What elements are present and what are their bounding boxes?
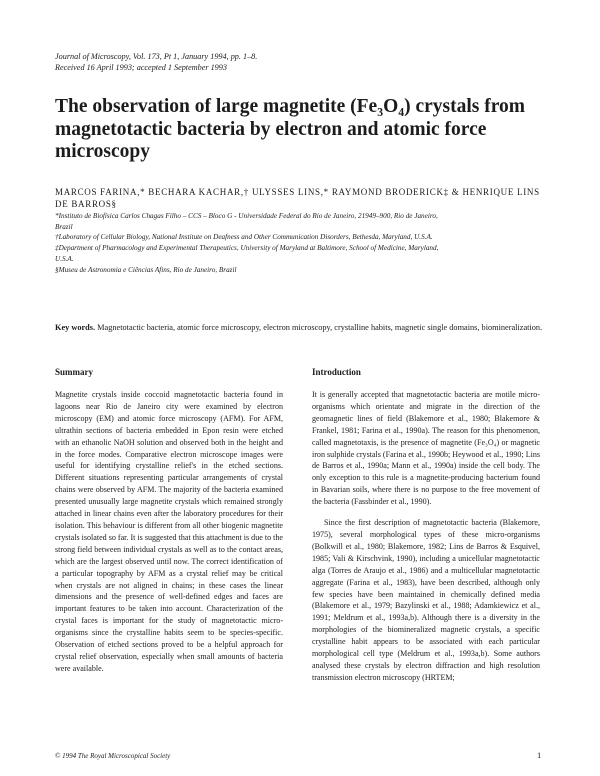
keywords-label: Key words. — [55, 323, 96, 332]
affiliations — [55, 211, 445, 275]
author-list: MARCOS FARINA,* BECHARA KACHAR,† ULYSSES LINS,* RAYMOND BRODERICK‡ & HENRIQUE LINS DE BARROS§ — [55, 187, 540, 209]
introduction-paragraph-2: Since the first description of magnetotactic bacteria (Blakemore, 1975), several morphological types of these micro-organisms (Bolkwill et al., 1980; Blakemore, 1982; Lins de Barros & Esquivel, 1985; Vali & Kirschvink, 1990), including a unicellular magnetotactic alga (Torres de Araujo et al., 1986) and a multicellular magnetotactic aggregate (Farina et al., 1983), have been described, although only few species have been maintained in chemically defined media (Blakemore et al., 1979; Bazylinski et al., 1988; Adamkiewicz et al., 1991; Meldrum et al., 1993a,b). Although there is a diversity in the morphologies of the biomineralized magnetic crystals, a specific crystalline habit appears to be associated with each particular morphological cell type (Meldrum et al., 1993a,b). Some authors analysed these crystals by electron diffraction and high resolution transmission electron microscopy (HRTEM; — [312, 518, 540, 682]
copyright-notice: © 1994 The Royal Microscopical Society — [55, 752, 171, 760]
introduction-heading: Introduction — [312, 367, 361, 377]
journal-header — [55, 52, 355, 73]
affiliation-3: ‡Department of Pharmacology and Experimental Therapeutics, University of Maryland at Baltimore, School of Medicine, Maryland, U.S.A. — [55, 244, 439, 263]
summary-section — [55, 367, 283, 675]
affiliation-2: †Laboratory of Cellular Biology, National Institute on Deafness and Other Communication Disorders, Bethesda, Maryland, U.S.A. — [55, 233, 433, 242]
summary-heading: Summary — [55, 367, 93, 377]
introduction-section — [312, 367, 540, 684]
page-number: 1 — [537, 750, 542, 760]
paper-title: The observation of large magnetite (Fe₃O₄) crystals from magnetotactic bacteria by electron and atomic force microscopy — [55, 96, 526, 162]
affiliation-4: §Museu de Astronomia e Ciências Afins, Rio de Janeiro, Brazil — [55, 265, 237, 274]
keywords-text: Magnetotactic bacteria, atomic force microscopy, electron microscopy, crystalline habits, magnetic single domains, biomineralization. — [95, 323, 543, 332]
introduction-paragraph-1: It is generally accepted that magnetotactic bacteria are motile micro-organisms which orientate and migrate in the direction of the geomagnetic lines of field (Blakemore et al., 1980; Blakemore & Frankel, 1981; Farina et al., 1990a). The reason for this phenomenon, called magnetotaxis, is the presence of magnetite (Fe₃O₄) or magnetic iron sulphide crystals (Farina et al., 1990b; Heywood et al., 1990; Lins de Barros et al., 1990a; Mann et al., 1990a) inside the cell body. The only exception to this rule is a magnetite-producing bacterium found in Bavarian soils, where there is no purpose to the free movement of the bacteria (Fassbinder et al., 1990). — [312, 390, 540, 507]
received-dates: Received 16 April 1993; accepted 1 September 1993 — [55, 62, 227, 72]
journal-citation: Journal of Microscopy, Vol. 173, Pt 1, January 1994, pp. 1–8. — [55, 52, 258, 61]
summary-text: Magnetite crystals inside coccoid magnetotactic bacteria found in lagoons near Rio de Janeiro city were examined by electron microscopy (EM) and atomic force microscopy (AFM). For AFM, ultrathin sections of bacteria embedded in Epon resin were etched with an ethanolic NaOH solution and observed both in the height and in the force modes. Comparative electron microscope images were useful for identifying crystalline relief's in the etched sections. Different situations representing particular arrangements of crystal chains were observed by AFM. The majority of the bacteria examined presented unusually large magnetite crystals which remained strongly attached in linear chains even after the laboratory procedures for their isolation. This behaviour is different from all other biogenic magnetite crystals isolated so far. It is suggested that this attachment is due to the strong field between individual crystals as well as to the contact areas, which are the largest observed until now. The correct identification of a particular topography by AFM as a crystal relief may be critical when crystals are not aligned in chains; in these cases the linear dimensions and the presence of well-defined edges and faces are important features to be taken into account. Characterization of the crystal faces is important for the study of magnetotactic micro-organisms since the crystalline habits seem to be species-specific. Observation of etched sections proved to be a helpful approach for crystal relief observation, especially when small amounts of bacteria were available. — [55, 390, 283, 673]
keywords — [55, 322, 545, 334]
affiliation-1: *Instituto de Biofísica Carlos Chagas Filho – CCS – Bloco G - Universidade Federal do Rio de Janeiro, 21949–900, Rio de Janeiro, Brazil — [55, 212, 438, 231]
